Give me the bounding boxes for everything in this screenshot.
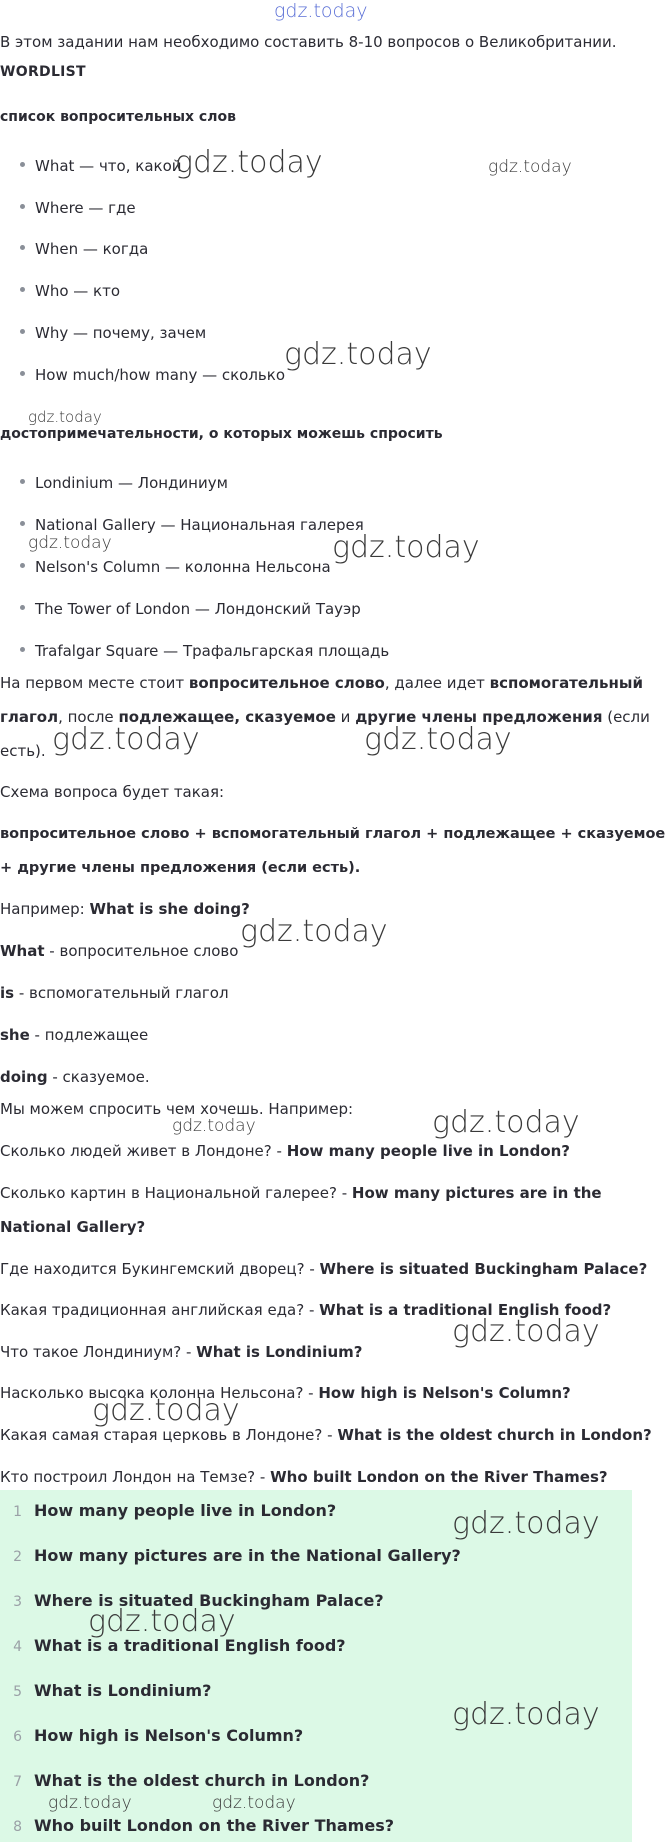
bullet-icon	[20, 479, 25, 484]
example-line: Например: What is she doing?	[0, 900, 250, 918]
translation-row: Насколько высока колонна Нельсона? - How high is Nelson's Column?	[0, 1384, 571, 1402]
translation-row: Кто построил Лондон на Темзе? - Who built London on the River Thames?	[0, 1468, 608, 1486]
watermark: gdz.today	[212, 1793, 296, 1813]
answer-item: 7 What is the oldest church in London?	[13, 1771, 370, 1790]
scheme-line-1: вопросительное слово + вспомогательный глагол + подлежащее + сказуемое	[0, 826, 665, 842]
order-line-3: есть).	[0, 742, 46, 760]
bullet-icon	[20, 245, 25, 250]
bullet-icon	[20, 329, 25, 334]
watermark: gdz.today	[172, 1116, 256, 1136]
order-line-1: На первом месте стоит вопросительное слово, далее идет вспомогательный	[0, 674, 643, 692]
answer-item: 4 What is a traditional English food?	[13, 1636, 346, 1655]
watermark: gdz.today	[175, 145, 323, 180]
list-item: Who — кто	[20, 280, 120, 302]
question-words-heading: список вопросительных слов	[0, 109, 236, 125]
bullet-icon	[20, 647, 25, 652]
watermark: gdz.today	[488, 157, 572, 177]
intro-text: В этом задании нам необходимо составить 8-10 вопросов о Великобритании.	[0, 33, 617, 51]
list-item: Where — где	[20, 197, 136, 219]
translation-row: National Gallery?	[0, 1218, 146, 1236]
header-watermark: gdz.today	[274, 0, 368, 22]
answer-item: 5 What is Londinium?	[13, 1681, 212, 1700]
sights-heading: достопримечательности, о которых можешь спросить	[0, 426, 443, 442]
watermark: gdz.today	[332, 530, 480, 565]
bullet-icon	[20, 521, 25, 526]
list-item: Why — почему, зачем	[20, 322, 206, 344]
list-item: Nelson's Column — колонна Нельсона	[20, 556, 331, 578]
example-part: she - подлежащее	[0, 1026, 149, 1044]
answer-item: 2 How many pictures are in the National Gallery?	[13, 1546, 461, 1565]
answer-item: 6 How high is Nelson's Column?	[13, 1726, 304, 1745]
example-part: doing - сказуемое.	[0, 1068, 150, 1086]
list-item: Londinium — Лондиниум	[20, 472, 228, 494]
ask-anything-text: Мы можем спросить чем хочешь. Например:	[0, 1100, 354, 1118]
list-item: When — когда	[20, 238, 148, 260]
translation-row: Где находится Букингемский дворец? - Where is situated Buckingham Palace?	[0, 1260, 648, 1278]
watermark: gdz.today	[364, 722, 512, 757]
order-line-2: глагол, после подлежащее, сказуемое и другие члены предложения (если	[0, 708, 650, 726]
bullet-icon	[20, 287, 25, 292]
list-item: Trafalgar Square — Трафальгарская площадь	[20, 640, 389, 662]
translation-row: Сколько людей живет в Лондоне? - How many people live in London?	[0, 1142, 571, 1160]
watermark: gdz.today	[52, 722, 200, 757]
translation-row: Какая традиционная английская еда? - What is a traditional English food?	[0, 1301, 612, 1319]
bullet-icon	[20, 204, 25, 209]
watermark: gdz.today	[88, 1604, 236, 1639]
translation-row: Какая самая старая церковь в Лондоне? - What is the oldest church in London?	[0, 1426, 652, 1444]
bullet-icon	[20, 605, 25, 610]
translation-row: Сколько картин в Национальной галерее? - How many pictures are in the	[0, 1184, 602, 1202]
watermark: gdz.today	[452, 1506, 600, 1541]
watermark: gdz.today	[28, 408, 102, 426]
watermark: gdz.today	[240, 914, 388, 949]
translation-row: Что такое Лондиниум? - What is Londinium?	[0, 1343, 363, 1361]
scheme-line-2: + другие члены предложения (если есть).	[0, 860, 361, 876]
list-item: What — что, какой	[20, 155, 182, 177]
example-part: What - вопросительное слово	[0, 942, 239, 960]
scheme-label: Схема вопроса будет такая:	[0, 783, 225, 801]
answer-item: 8 Who built London on the River Thames?	[13, 1816, 395, 1835]
answer-list	[0, 1490, 632, 1842]
list-item: The Tower of London — Лондонский Тауэр	[20, 598, 361, 620]
bullet-icon	[20, 162, 25, 167]
wordlist-title: WORDLIST	[0, 64, 86, 80]
watermark: gdz.today	[48, 1793, 132, 1813]
watermark: gdz.today	[432, 1105, 580, 1140]
watermark: gdz.today	[452, 1314, 600, 1349]
answer-item: 1 How many people live in London?	[13, 1501, 337, 1520]
example-part: is - вспомогательный глагол	[0, 984, 229, 1002]
bullet-icon	[20, 563, 25, 568]
list-item: How much/how many — сколько	[20, 364, 285, 386]
watermark: gdz.today	[28, 533, 112, 553]
watermark: gdz.today	[284, 337, 432, 372]
list-item: National Gallery — Национальная галерея	[20, 514, 364, 536]
watermark: gdz.today	[92, 1393, 240, 1428]
answer-item: 3 Where is situated Buckingham Palace?	[13, 1591, 384, 1610]
bullet-icon	[20, 371, 25, 376]
watermark: gdz.today	[452, 1697, 600, 1732]
